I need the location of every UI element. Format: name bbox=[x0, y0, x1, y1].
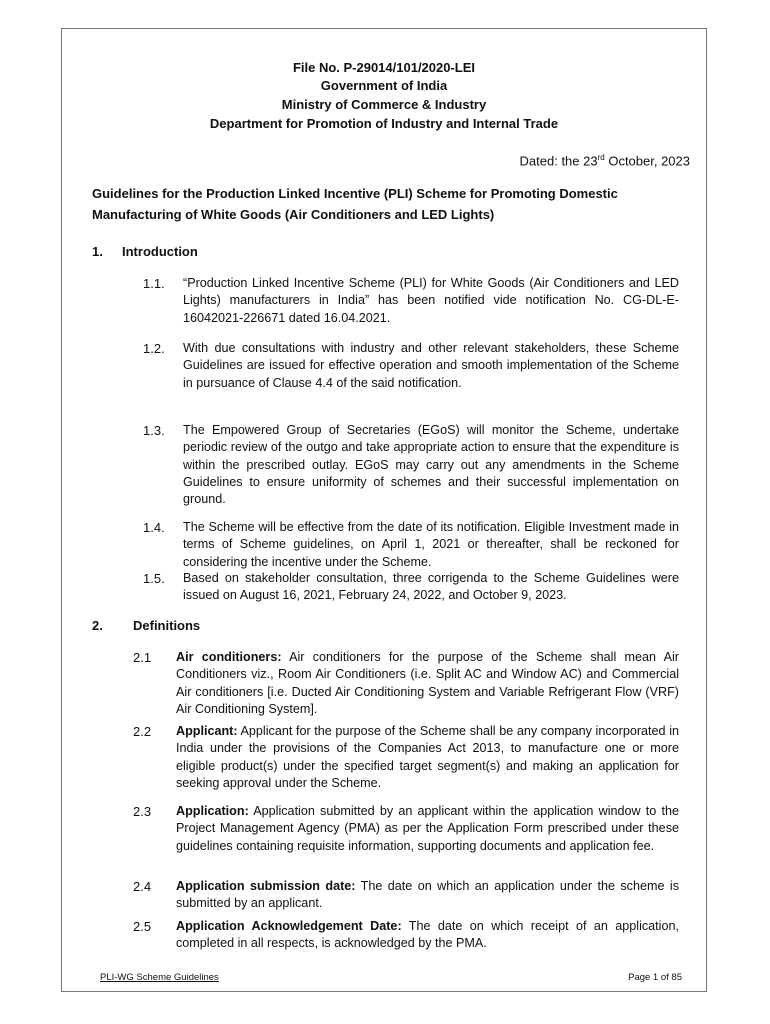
definition-number: 2.1 bbox=[133, 650, 152, 665]
clause-text: With due consultations with industry and other relevant stakeholders, these Scheme Guidelines are issued for effective operation and smooth implementation of the Scheme in pursuance of Clause 4.4 of the said notification. bbox=[183, 341, 679, 390]
section-title-definitions: Definitions bbox=[133, 618, 201, 633]
government-line: Government of India bbox=[320, 78, 448, 93]
clause-number: 1.1. bbox=[143, 276, 165, 291]
definition-number: 2.5 bbox=[133, 919, 152, 934]
clause-number: 1.3. bbox=[143, 423, 165, 438]
definition-application: Application: Application submitted by an applicant within the application window to the Project Management Agency (PMA) as per the Application Form prescribed under these guidelines containing requisite information, supporting documents and application fee. bbox=[176, 804, 679, 853]
definition-number: 2.4 bbox=[133, 879, 152, 894]
definition-application-acknowledgement-date: Application Acknowledgement Date: The date on which receipt of an application, completed in all respects, is acknowledged by the PMA. bbox=[176, 919, 679, 951]
clause-text: The Empowered Group of Secretaries (EGoS) will monitor the Scheme, undertake periodic review of the outgo and take appropriate action to ensure that the expenditure is within the prescribed outlay. EGoS may carry out any amendments in the Scheme Guidelines to ensure uniformity of schemes and their successful implementation on ground. bbox=[183, 423, 679, 507]
definition-applicant: Applicant: Applicant for the purpose of the Scheme shall be any company incorporated in India under the provisions of the Companies Act 2013, to manufacture one or more eligible product(s) under the specified target segment(s) and making an application for seeking approval under the Scheme. bbox=[176, 724, 679, 790]
definition-application-submission-date: Application submission date: The date on which an application under the scheme is submitted by an applicant. bbox=[176, 879, 680, 911]
department-line: Department for Promotion of Industry and Internal Trade bbox=[209, 116, 559, 131]
definition-number: 2.3 bbox=[133, 804, 152, 819]
ministry-line: Ministry of Commerce & Industry bbox=[281, 97, 487, 112]
clause-text: Based on stakeholder consultation, three corrigenda to the Scheme Guidelines were issued on August 16, 2021, February 24, 2022, and October 9, 2023. bbox=[183, 571, 679, 603]
document-title: Guidelines for the Production Linked Incentive (PLI) Scheme for Promoting Domestic Manufacturing of White Goods (Air Conditioners and LED Lights) bbox=[92, 186, 618, 222]
section-number: 1. bbox=[92, 244, 103, 259]
clause-number: 1.2. bbox=[143, 341, 165, 356]
clause-text: The Scheme will be effective from the date of its notification. Eligible Investment made in terms of Scheme guidelines, on April 1, 2021 or thereafter, shall be reckoned for considering the incentive under the Scheme. bbox=[183, 520, 679, 569]
section-title-introduction: Introduction bbox=[122, 244, 198, 259]
dated-line: Dated: the 23rd October, 2023 bbox=[519, 153, 690, 169]
definition-number: 2.2 bbox=[133, 724, 152, 739]
clause-number: 1.4. bbox=[143, 520, 165, 535]
footer-page-number: Page 1 of 85 bbox=[628, 972, 682, 983]
clause-number: 1.5. bbox=[143, 571, 165, 586]
section-number: 2. bbox=[92, 618, 103, 633]
clause-text: “Production Linked Incentive Scheme (PLI) for White Goods (Air Conditioners and LED Lights) manufacturers in India” has been notified vide notification No. CG-DL-E-16042021-226671 dated 16.04.2021. bbox=[183, 276, 679, 325]
file-number: File No. P-29014/101/2020-LEI bbox=[292, 60, 476, 75]
definition-air-conditioners: Air conditioners: Air conditioners for the purpose of the Scheme shall mean Air Conditioners viz., Room Air Conditioners (i.e. Split AC and Window AC) and Commercial Air conditioners [i.e. Ducted Air Conditioning System and Variable Refrigerant Flow (VRF) Air Conditioning System]. bbox=[176, 650, 679, 716]
footer-document-name: PLI-WG Scheme Guidelines bbox=[100, 972, 219, 983]
